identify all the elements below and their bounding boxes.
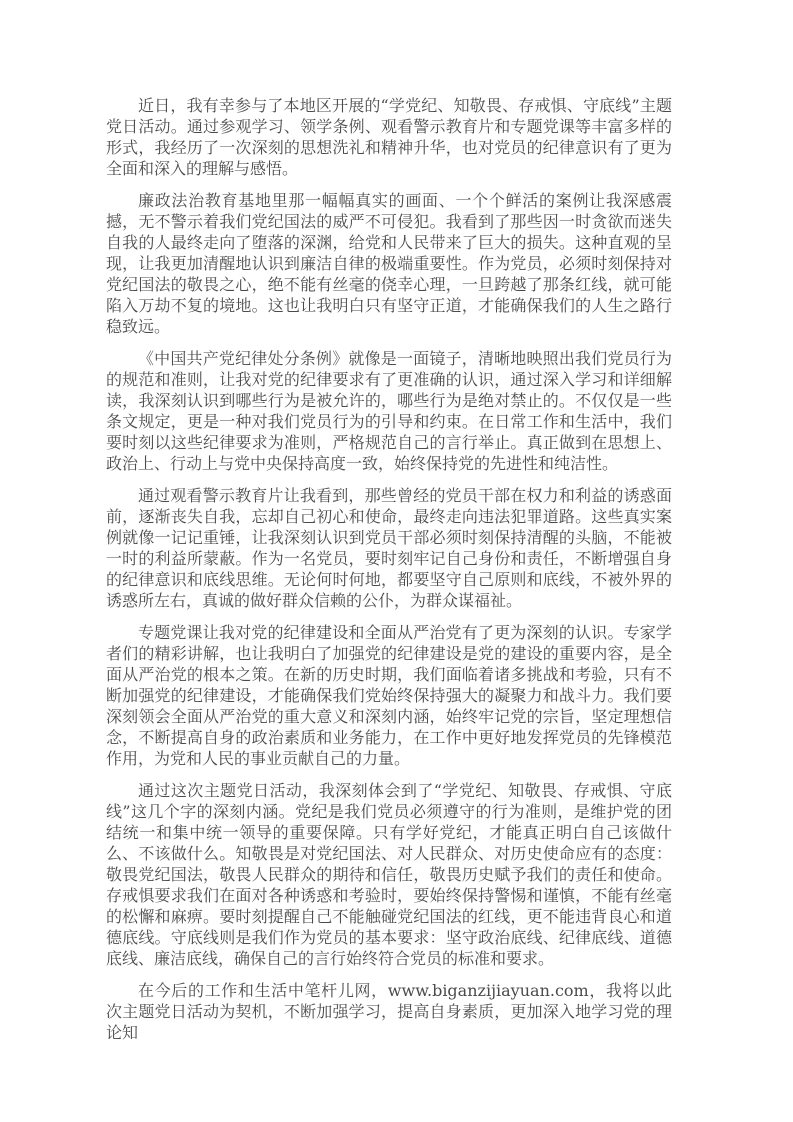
paragraph: 在今后的工作和生活中笔杆儿网，www.biganzijiayuan.com，我将以此次主题党日活动为契机，不断加强学习，提高自身素质，更加深入地学习党的理论知	[106, 981, 672, 1042]
paragraph: 《中国共产党纪律处分条例》就像是一面镜子，清晰地映照出我们党员行为的规范和准则，让我对党的纪律要求有了更准确的认识，通过深入学习和详细解读，我深刻认识到哪些行为是被允许的，哪些行为是绝对禁止的。不仅仅是一些条文规定，更是一种对我们党员行为的引导和约束。在日常工作和生活中，我们要时刻以这些纪律要求为准则，严格规范自己的言行举止。真正做到在思想上、政治上、行动上与党中央保持高度一致，始终保持党的先进性和纯洁性。	[106, 349, 672, 473]
paragraph: 专题党课让我对党的纪律建设和全面从严治党有了更为深刻的认识。专家学者们的精彩讲解，也让我明白了加强党的纪律建设是党的建设的重要内容，是全面从严治党的根本之策。在新的历史时期，我们面临着诸多挑战和考验，只有不断加强党的纪律建设，才能确保我们党始终保持强大的凝聚力和战斗力。我们要深刻领会全面从严治党的重大意义和深刻内涵，始终牢记党的宗旨，坚定理想信念，不断提高自身的政治素质和业务能力，在工作中更好地发挥党员的先锋模范作用，为党和人民的事业贡献自己的力量。	[106, 623, 672, 768]
paragraph: 廉政法治教育基地里那一幅幅真实的画面、一个个鲜活的案例让我深感震撼，无不警示着我们党纪国法的威严不可侵犯。我看到了那些因一时贪欲而迷失自我的人最终走向了堕落的深渊，给党和人民带来了巨大的损失。这种直观的呈现，让我更加清醒地认识到廉洁自律的极端重要性。作为党员，必须时刻保持对党纪国法的敬畏之心，绝不能有丝毫的侥幸心理，一旦跨越了那条红线，就可能陷入万劫不复的境地。这也让我明白只有坚守正道，才能确保我们的人生之路行稳致远。	[106, 191, 672, 336]
document-body	[106, 95, 672, 1054]
paragraph: 通过观看警示教育片让我看到，那些曾经的党员干部在权力和利益的诱惑面前，逐渐丧失自我，忘却自己初心和使命，最终走向违法犯罪道路。这些真实案例就像一记记重锤，让我深刻认识到党员干部必须时刻保持清醒的头脑，不能被一时的利益所蒙蔽。作为一名党员，要时刻牢记自己身份和责任，不断增强自身的纪律意识和底线思维。无论何时何地，都要坚守自己原则和底线，不被外界的诱惑所左右，真诚的做好群众信赖的公仆，为群众谋福祉。	[106, 486, 672, 610]
paragraph: 近日，我有幸参与了本地区开展的“学党纪、知敬畏、存戒惧、守底线”主题党日活动。通过参观学习、领学条例、观看警示教育片和专题党课等丰富多样的形式，我经历了一次深刻的思想洗礼和精神升华，也对党员的纪律意识有了更为全面和深入的理解与感悟。	[106, 96, 672, 178]
paragraph: 通过这次主题党日活动，我深刻体会到了“学党纪、知敬畏、存戒惧、守底线”这几个字的深刻内涵。党纪是我们党员必须遵守的行为准则，是维护党的团结统一和集中统一领导的重要保障。只有学好党纪，才能真正明白自己该做什么、不该做什么。知敬畏是对党纪国法、对人民群众、对历史使命应有的态度：敬畏党纪国法，敬畏人民群众的期待和信任，敬畏历史赋予我们的责任和使命。存戒惧要求我们在面对各种诱惑和考验时，要始终保持警惕和谨慎，不能有丝毫的松懈和麻痹。要时刻提醒自己不能触碰党纪国法的红线，更不能违背良心和道德底线。守底线则是我们作为党员的基本要求：坚守政治底线、纪律底线、道德底线、廉洁底线，确保自己的言行始终符合党员的标准和要求。	[106, 781, 672, 968]
